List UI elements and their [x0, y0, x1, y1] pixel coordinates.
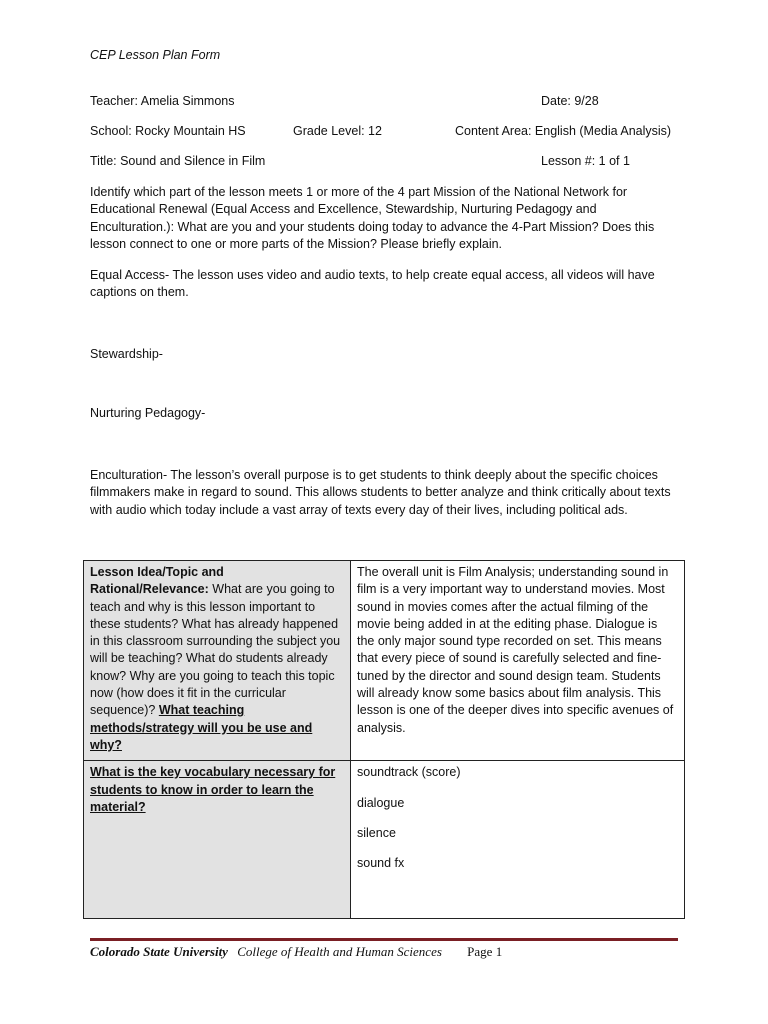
- footer-rule: [90, 938, 678, 941]
- date-field: Date: 9/28: [541, 94, 599, 108]
- rationale-prompt-cell: [84, 561, 351, 761]
- nurturing-pedagogy-paragraph: Nurturing Pedagogy-: [90, 406, 206, 420]
- rationale-heading: Lesson Idea/Topic and Rational/Relevance:: [90, 565, 224, 597]
- footer-university: Colorado State University: [90, 944, 228, 959]
- grade-level-field: Grade Level: 12: [293, 124, 382, 138]
- vocabulary-list-cell: [351, 761, 685, 919]
- footer-college: College of Health and Human Sciences: [237, 944, 442, 959]
- equal-access-paragraph: Equal Access- The lesson uses video and audio texts, to help create equal access, all videos will have captions on them.: [90, 268, 655, 300]
- methods-question: What teaching methods/strategy will you be use and why?: [90, 703, 313, 752]
- enculturation-paragraph: Enculturation- The lesson’s overall purpose is to get students to think deeply about the specific choices filmmakers make in regard to sound. This allows students to better analyze and think critically about texts with audio which today include a vast array of texts every day of their lives, including political ads.: [90, 468, 671, 517]
- mission-instructions: Identify which part of the lesson meets 1 or more of the 4 part Mission of the National Network for Educational Renewal (Equal Access and Excellence, Stewardship, Nurturing Pedagogy and Enculturation.): What are you and your students doing today to advance the 4-Part Mission? Does this lesson connect to one or more parts of the Mission? Please briefly explain.: [90, 185, 655, 251]
- vocabulary-question: What is the key vocabulary necessary for students to know in order to learn the material?: [90, 765, 336, 814]
- lesson-title-field: Title: Sound and Silence in Film: [90, 154, 266, 168]
- table-row: [84, 561, 685, 761]
- vocab-item: sound fx: [357, 856, 405, 871]
- table-row: [84, 761, 685, 919]
- rationale-prompt: What are you going to teach and why is this lesson important to these students? What has already happened in this classroom surrounding the subject you will be teaching? What do students already know? Why are you going to teach this topic now (how does it fit in the curricular sequence)?: [90, 582, 341, 718]
- footer-page-number: Page 1: [467, 944, 503, 959]
- vocab-item: soundtrack (score): [357, 765, 461, 780]
- school-field: School: Rocky Mountain HS: [90, 124, 246, 138]
- lesson-number-field: Lesson #: 1 of 1: [541, 154, 630, 168]
- stewardship-paragraph: Stewardship-: [90, 347, 163, 361]
- page-footer: [90, 944, 502, 960]
- teacher-field: Teacher: Amelia Simmons: [90, 94, 235, 108]
- vocab-item: silence: [357, 825, 396, 840]
- form-title: CEP Lesson Plan Form: [90, 48, 221, 62]
- rationale-response-cell: The overall unit is Film Analysis; understanding sound in film is a very important way to understand movies. Most sound in movies comes after the actual filming of the movie being added in at the editing phase. Dialogue is the only major sound type recorded on set. This means that every piece of sound is carefully selected and fine-tuned by the director and sound design team. Students will already know some basics about film analysis. This lesson is one of the deeper dives into specific avenues of analysis.: [351, 561, 685, 761]
- vocabulary-prompt-cell: [84, 761, 351, 919]
- content-area-field: Content Area: English (Media Analysis): [455, 124, 672, 138]
- vocab-item: dialogue: [357, 795, 405, 810]
- lesson-plan-table: [83, 560, 685, 919]
